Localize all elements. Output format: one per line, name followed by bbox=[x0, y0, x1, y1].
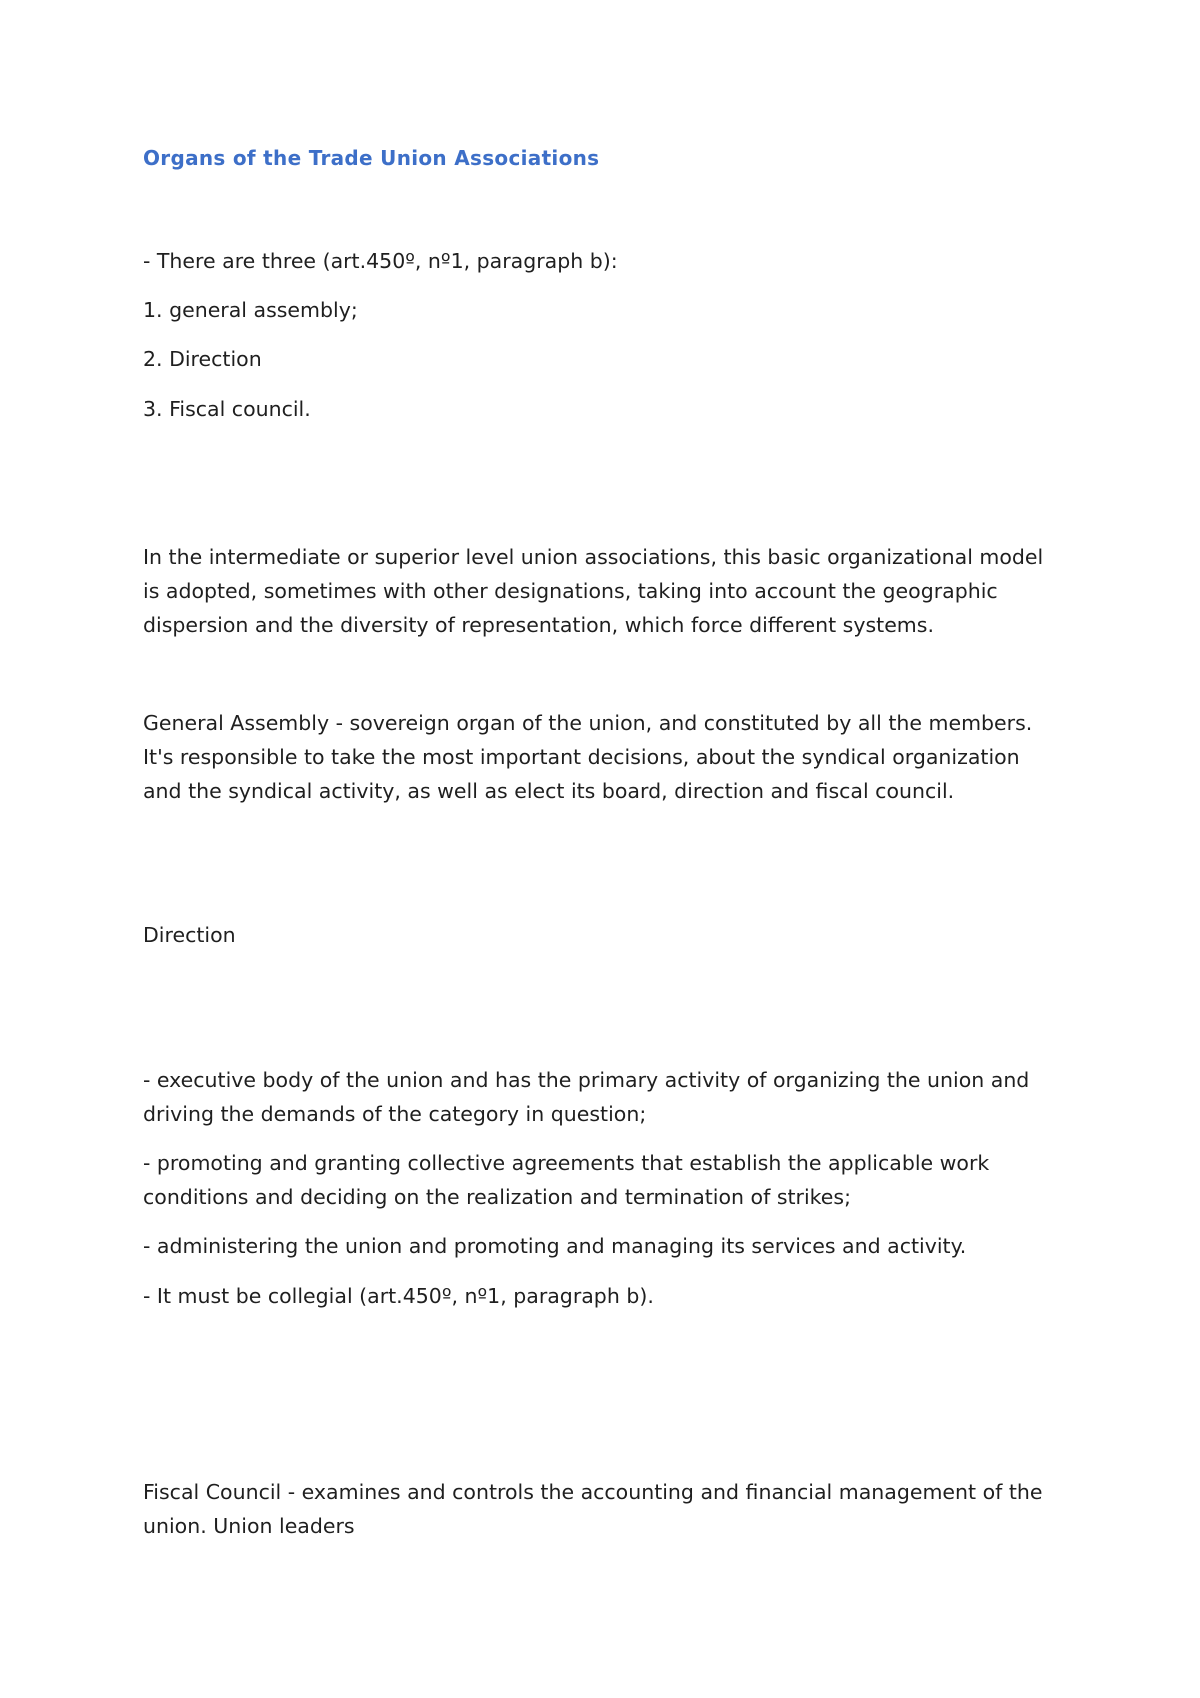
paragraph-line: It's responsible to take the most important decisions, about the syndical organization bbox=[143, 745, 1020, 769]
paragraph-line: - It must be collegial (art.450º, nº1, paragraph b). bbox=[143, 1284, 654, 1308]
organ-list-item: 2. Direction bbox=[143, 347, 262, 371]
intro-line: - There are three (art.450º, nº1, paragraph b): bbox=[143, 249, 618, 273]
general-assembly-paragraph bbox=[143, 706, 1073, 808]
paragraph-line: - promoting and granting collective agreements that establish the applicable work bbox=[143, 1151, 990, 1175]
paragraph-line: - executive body of the union and has the primary activity of organizing the union and bbox=[143, 1068, 1030, 1092]
paragraph-line: Fiscal Council - examines and controls the accounting and financial management of the bbox=[143, 1480, 1043, 1504]
organ-list-item: 3. Fiscal council. bbox=[143, 397, 311, 421]
paragraph-line: union. Union leaders bbox=[143, 1514, 355, 1538]
paragraph-line: conditions and deciding on the realization and termination of strikes; bbox=[143, 1185, 852, 1209]
direction-item bbox=[143, 1229, 1073, 1263]
paragraph-line: driving the demands of the category in question; bbox=[143, 1102, 647, 1126]
fiscal-council-paragraph bbox=[143, 1475, 1073, 1543]
intermediate-paragraph bbox=[143, 540, 1073, 642]
paragraph-line: dispersion and the diversity of representation, which force different systems. bbox=[143, 613, 934, 637]
paragraph-line: and the syndical activity, as well as elect its board, direction and fiscal council. bbox=[143, 779, 955, 803]
document-title: Organs of the Trade Union Associations bbox=[143, 146, 600, 170]
direction-item bbox=[143, 1063, 1073, 1131]
direction-item bbox=[143, 1146, 1073, 1214]
organ-list-item: 1. general assembly; bbox=[143, 298, 358, 322]
direction-heading: Direction bbox=[143, 923, 236, 947]
paragraph-line: In the intermediate or superior level union associations, this basic organizational model bbox=[143, 545, 1044, 569]
paragraph-line: is adopted, sometimes with other designations, taking into account the geographic bbox=[143, 579, 998, 603]
paragraph-line: - administering the union and promoting and managing its services and activity. bbox=[143, 1234, 967, 1258]
direction-item bbox=[143, 1279, 1073, 1313]
paragraph-line: General Assembly - sovereign organ of the union, and constituted by all the members. bbox=[143, 711, 1033, 735]
